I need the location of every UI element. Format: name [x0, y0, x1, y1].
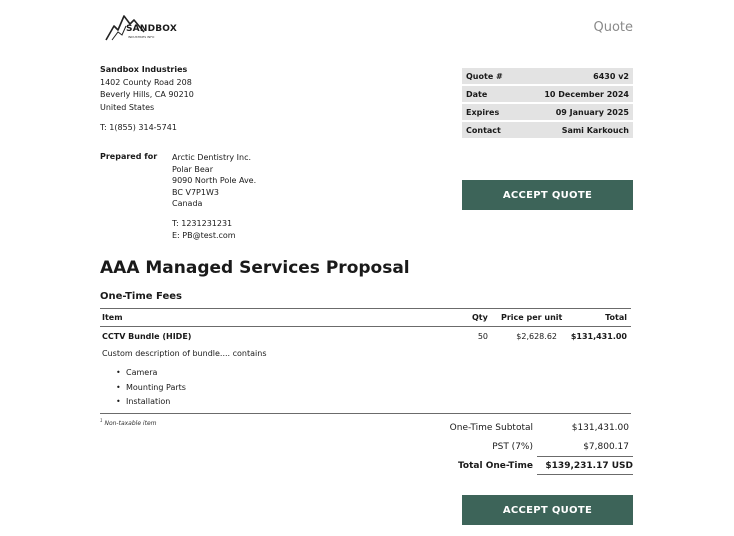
tax-label: PST (7%) [492, 442, 533, 452]
prepared-for-label: Prepared for [100, 152, 158, 161]
totals-bottom-rule [537, 474, 633, 475]
footnote [100, 418, 156, 427]
company-phone: T: 1(855) 314-5741 [100, 123, 177, 132]
list-item: • Camera [126, 366, 186, 381]
meta-value: Sami Karkouch [518, 122, 633, 138]
list-item: • Mounting Parts [126, 381, 186, 396]
column-header-item: Item [102, 313, 123, 322]
item-description: Custom description of bundle.... contains [102, 349, 267, 358]
quote-meta-table [462, 66, 633, 140]
subtotal-value: $131,431.00 [571, 423, 629, 433]
meta-row [462, 86, 633, 102]
meta-value: 10 December 2024 [518, 86, 633, 102]
logo-text: SANDBOX [126, 24, 177, 34]
total-value: $139,231.17 USD [545, 461, 633, 471]
table-top-rule [100, 308, 631, 309]
meta-value: 6430 v2 [518, 68, 633, 84]
section-title: One-Time Fees [100, 291, 182, 302]
client-line: 9090 North Pole Ave. [172, 176, 257, 185]
subtotal-label: One-Time Subtotal [449, 423, 533, 433]
column-header-price: Price per unit [501, 313, 563, 322]
footnote-text: Non-taxable item [104, 420, 157, 427]
company-address-line: United States [100, 102, 155, 112]
meta-value: 09 January 2025 [518, 104, 633, 120]
meta-label: Date [462, 86, 518, 102]
totals-rule [537, 456, 633, 457]
client-line: Polar Bear [172, 164, 213, 174]
item-bullet-list [102, 366, 186, 410]
prepared-for-contact [172, 218, 236, 241]
tax-value: $7,800.17 [583, 442, 629, 452]
row-total: $131,431.00 [570, 332, 627, 341]
meta-row [462, 122, 633, 138]
meta-label: Quote # [462, 68, 518, 84]
meta-row [462, 68, 633, 84]
list-item: • Installation [126, 395, 186, 410]
row-qty: 50 [477, 332, 488, 341]
document-type: Quote [593, 20, 633, 35]
table-bottom-rule [100, 413, 631, 414]
company-address-line: Beverly Hills, CA 90210 [100, 90, 194, 99]
total-label: Total One-Time [457, 461, 533, 471]
client-phone: T: 1231231231 [172, 219, 233, 228]
accept-quote-button-bottom[interactable]: ACCEPT QUOTE [462, 495, 633, 525]
column-header-total: Total [605, 313, 627, 322]
prepared-for-address [172, 152, 256, 210]
meta-row [462, 104, 633, 120]
logo-subtext: INDUSTRIES INFO [128, 35, 155, 39]
proposal-title: AAA Managed Services Proposal [100, 258, 410, 278]
row-item: CCTV Bundle (HIDE) [102, 332, 192, 341]
accept-quote-button-top[interactable]: ACCEPT QUOTE [462, 180, 633, 210]
company-info [100, 64, 194, 114]
row-price: $2,628.62 [516, 332, 557, 341]
meta-label: Contact [462, 122, 518, 138]
column-header-qty: Qty [472, 313, 488, 322]
meta-label: Expires [462, 104, 518, 120]
footnote-mark: 1 [100, 418, 103, 423]
company-address-line: 1402 County Road 208 [100, 77, 192, 87]
client-email: E: PB@test.com [172, 230, 236, 240]
client-line: Arctic Dentistry Inc. [172, 153, 252, 162]
company-name: Sandbox Industries [100, 65, 188, 74]
client-line: BC V7P1W3 [172, 187, 219, 197]
client-line: Canada [172, 199, 203, 208]
table-header-rule [100, 326, 631, 327]
